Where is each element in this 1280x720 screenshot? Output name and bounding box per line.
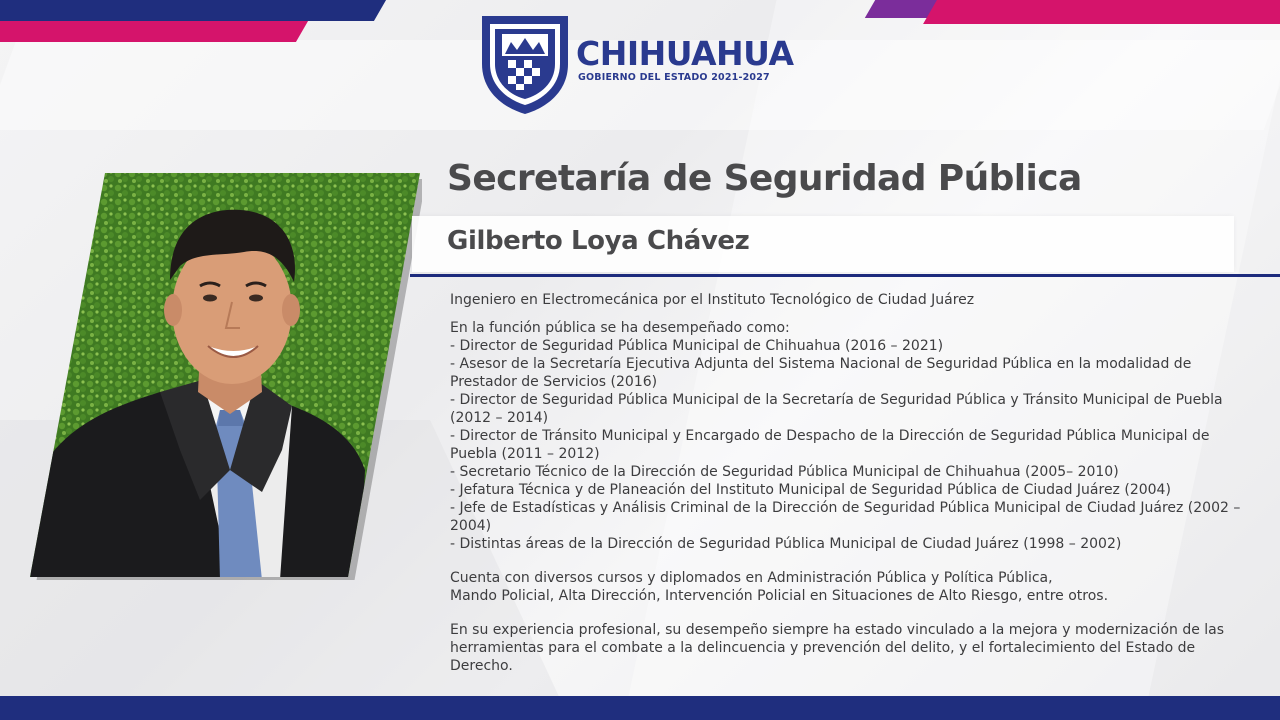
government-logo bbox=[478, 12, 794, 116]
list-item: - Asesor de la Secretaría Ejecutiva Adjunta del Sistema Nacional de Seguridad Pública en la modalidad de Prestador de Servicios (2016) bbox=[450, 356, 1192, 390]
top-right-magenta-stripe bbox=[923, 0, 1280, 24]
list-item: - Director de Seguridad Pública Municipal de la Secretaría de Seguridad Pública y Tránsito Municipal de Puebla (2012 – 2014) bbox=[450, 392, 1223, 426]
brand-subtitle: GOBIERNO DEL ESTADO 2021-2027 bbox=[578, 72, 770, 83]
list-item: - Jefatura Técnica y de Planeación del Instituto Municipal de Seguridad Pública de Ciudad Juárez (2004) bbox=[450, 482, 1171, 498]
biography bbox=[450, 291, 1250, 675]
person-name: Gilberto Loya Chávez bbox=[447, 226, 750, 256]
courses-line: Mando Policial, Alta Dirección, Intervención Policial en Situaciones de Alto Riesgo, entre otros. bbox=[450, 588, 1109, 604]
list-item: - Secretario Técnico de la Dirección de Seguridad Pública Municipal de Chihuahua (2005– 2010) bbox=[450, 464, 1119, 480]
list-item: - Distintas áreas de la Dirección de Seguridad Pública Municipal de Ciudad Juárez (1998 – 2002) bbox=[450, 536, 1122, 552]
roles-list bbox=[450, 337, 1250, 553]
list-item: - Jefe de Estadísticas y Análisis Criminal de la Dirección de Seguridad Pública Municipal de Ciudad Juárez (2002 – 2004) bbox=[450, 500, 1241, 534]
list-item: - Director de Seguridad Pública Municipal de Chihuahua (2016 – 2021) bbox=[450, 338, 944, 354]
page-title: Secretaría de Seguridad Pública bbox=[447, 158, 1082, 199]
divider-rule bbox=[410, 274, 1280, 277]
experience-text: En su experiencia profesional, su desempeño siempre ha estado vinculado a la mejora y modernización de las herramientas para el combate a la delincuencia y prevención del delito, y el fortalecimiento del Estado de Derecho. bbox=[450, 622, 1225, 674]
state-seal-icon bbox=[478, 12, 572, 116]
portrait-photo bbox=[30, 170, 422, 580]
roles-intro: En la función pública se ha desempeñado como: bbox=[450, 320, 790, 336]
list-item: - Director de Tránsito Municipal y Encargado de Despacho de la Dirección de Seguridad Pública Municipal de Puebla (2011 – 2012) bbox=[450, 428, 1210, 462]
top-left-magenta-stripe bbox=[0, 21, 308, 42]
degree-text: Ingeniero en Electromecánica por el Instituto Tecnológico de Ciudad Juárez bbox=[450, 292, 975, 308]
bottom-bar bbox=[0, 696, 1280, 720]
courses-line: Cuenta con diversos cursos y diplomados en Administración Pública y Política Pública, bbox=[450, 570, 1053, 586]
top-left-navy-stripe bbox=[0, 0, 386, 21]
brand-name: CHIHUAHUA bbox=[576, 34, 794, 73]
